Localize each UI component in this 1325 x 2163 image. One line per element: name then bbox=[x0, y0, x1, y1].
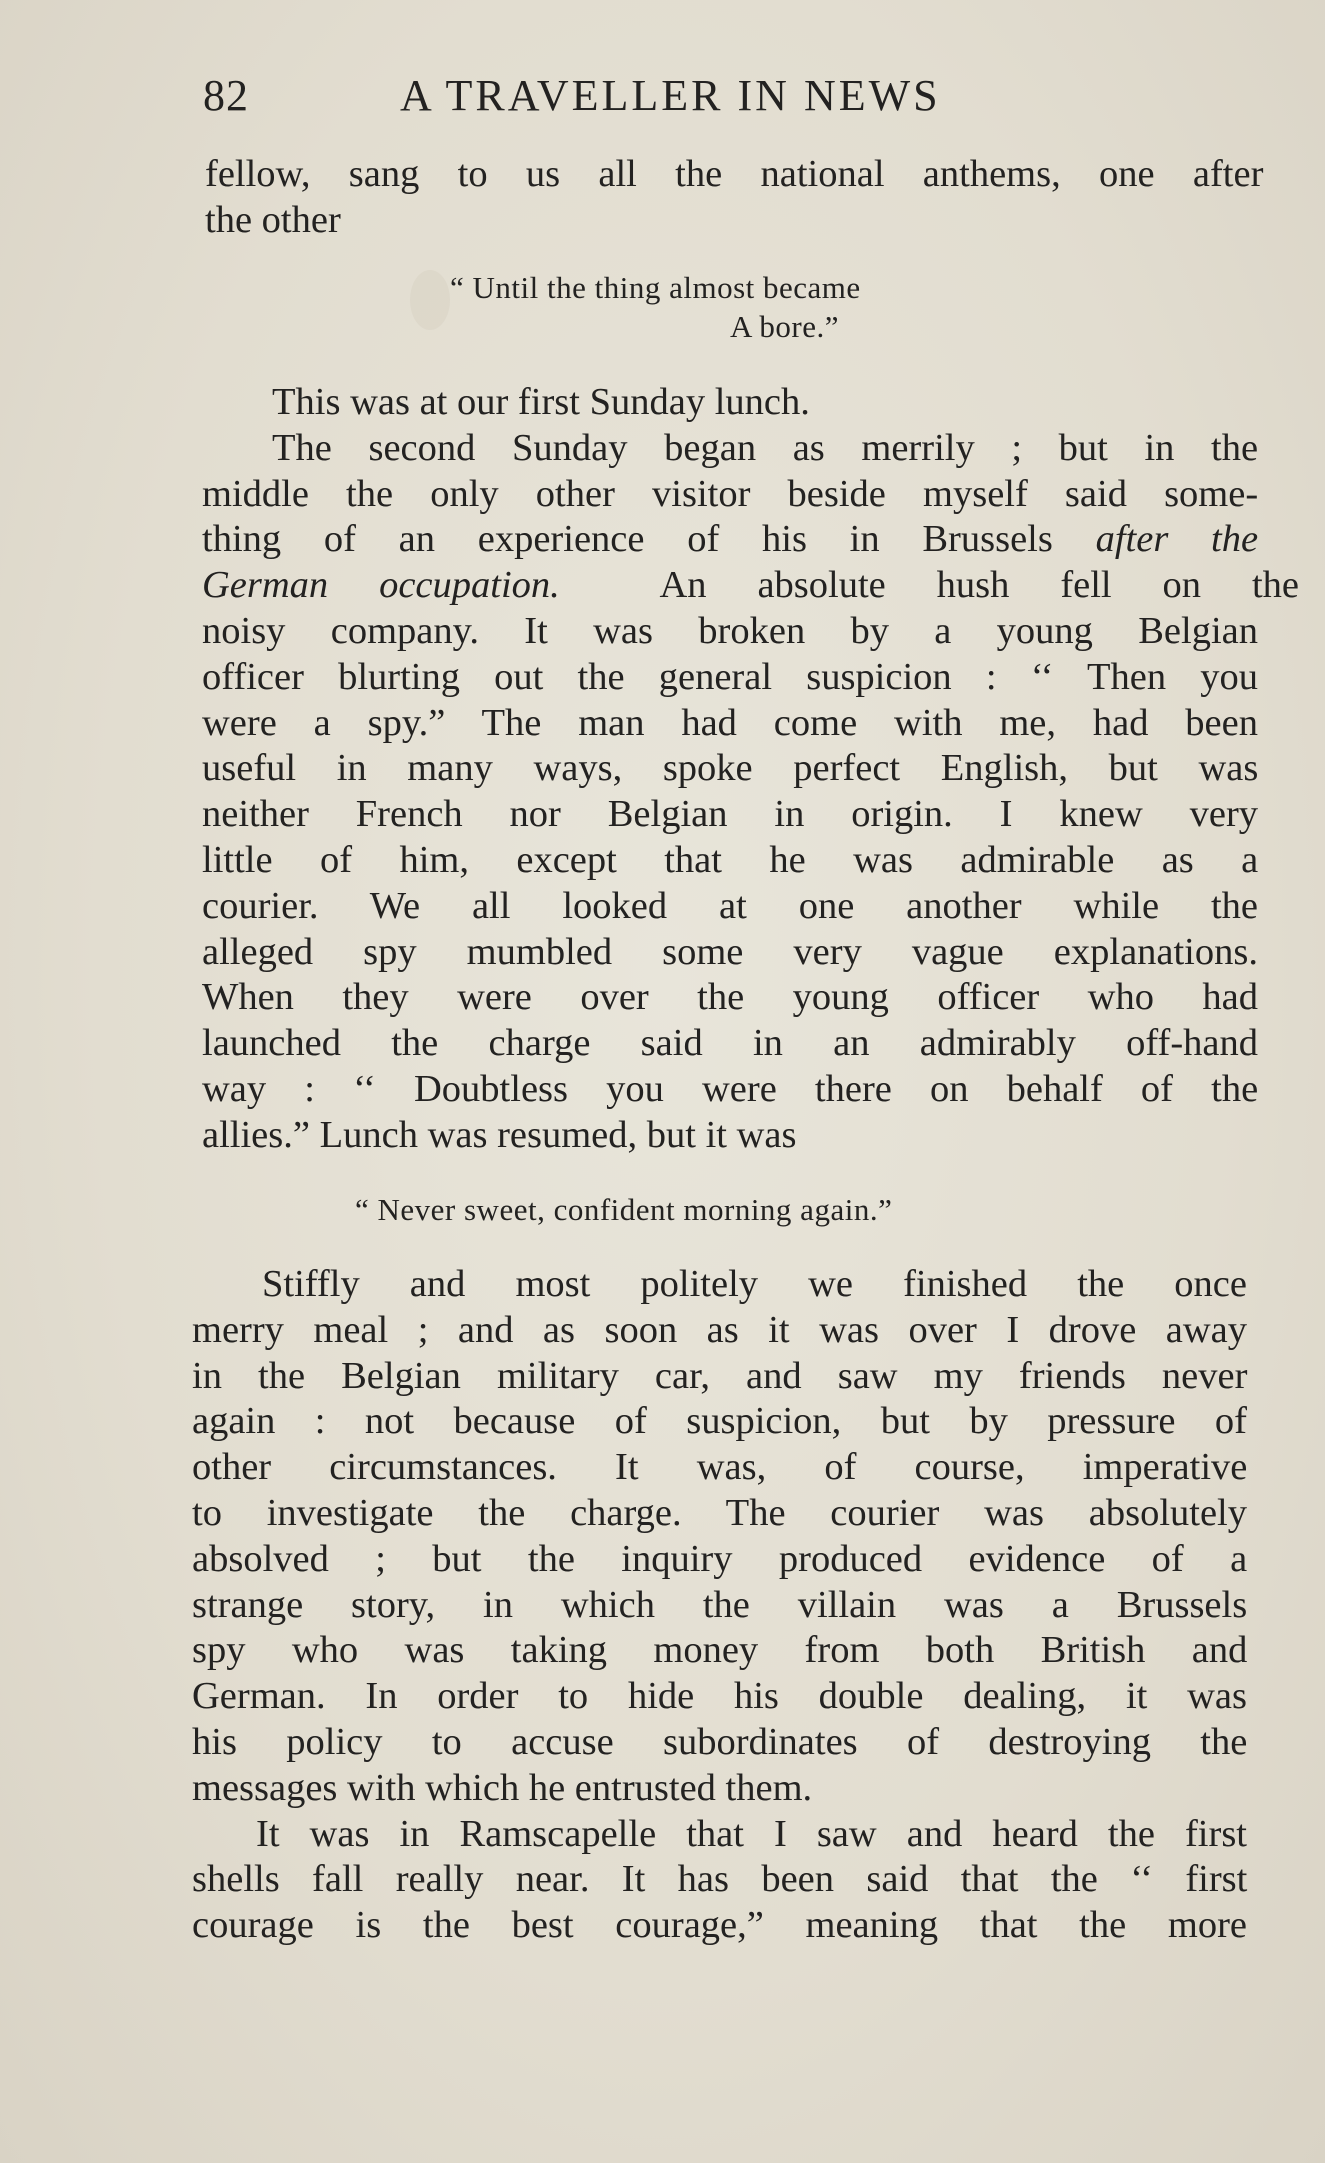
text-line: officer blurting out the general suspicion : ‘‘ Then you bbox=[202, 655, 1259, 698]
text-line: absolved ; but the inquiry produced evidence of a bbox=[192, 1537, 1248, 1580]
text-fragment: thing of an experience of his in Brussels bbox=[202, 518, 1053, 561]
text-line: were a spy.” The man had come with me, had been bbox=[202, 701, 1258, 744]
text-line bbox=[202, 563, 1299, 609]
text-fragment: An absolute hush fell on the bbox=[659, 564, 1299, 607]
text-line: When they were over the young officer who had bbox=[202, 976, 1258, 1019]
verse-line: “ Until the thing almost became bbox=[450, 270, 861, 305]
text-line: noisy company. It was broken by a young Belgian bbox=[202, 609, 1258, 652]
text-line: allies.” Lunch was resumed, but it was bbox=[202, 1113, 797, 1156]
verse-line: “ Never sweet, confident morning again.” bbox=[355, 1192, 893, 1227]
text-line: again : not because of suspicion, but by pressure of bbox=[192, 1400, 1247, 1443]
text-line: merry meal ; and as soon as it was over I drove away bbox=[192, 1308, 1247, 1351]
text-line: courier. We all looked at one another while the bbox=[202, 884, 1258, 927]
text-line: middle the only other visitor beside myself said some- bbox=[202, 472, 1259, 515]
text-line: alleged spy mumbled some very vague explanations. bbox=[202, 930, 1258, 973]
text-line: spy who was taking money from both British and bbox=[192, 1629, 1248, 1672]
text-line: messages with which he entrusted them. bbox=[192, 1766, 813, 1809]
text-line: This was at our first Sunday lunch. bbox=[272, 381, 810, 423]
text-line: the other bbox=[205, 198, 341, 241]
italic-fragment: German occupation. bbox=[202, 564, 560, 607]
text-line: neither French nor Belgian in origin. I knew very bbox=[202, 793, 1259, 836]
text-line: useful in many ways, spoke perfect English, but was bbox=[202, 747, 1259, 790]
text-line: other circumstances. It was, of course, imperative bbox=[192, 1446, 1248, 1489]
verse-line: A bore.” bbox=[730, 309, 840, 344]
text-line: fellow, sang to us all the national anthems, one after bbox=[205, 153, 1264, 195]
text-line: Stiffly and most politely we finished the once bbox=[262, 1263, 1247, 1305]
opening-lines bbox=[205, 152, 1263, 244]
text-line: in the Belgian military car, and saw my friends never bbox=[192, 1354, 1248, 1397]
running-title: A TRAVELLER IN NEWS bbox=[400, 71, 941, 120]
text-line: It was in Ramscapelle that I saw and heard the first bbox=[256, 1812, 1247, 1855]
text-line: The second Sunday began as merrily ; but in the bbox=[272, 426, 1259, 469]
text-line: strange story, in which the villain was a Brussels bbox=[192, 1583, 1248, 1626]
paragraph-aftermath bbox=[192, 1262, 1247, 1949]
paragraph-sunday bbox=[202, 380, 1299, 1159]
text-line: little of him, except that he was admirable as a bbox=[202, 838, 1259, 881]
page-header bbox=[203, 70, 1083, 120]
text-line: to investigate the charge. The courier was absolutely bbox=[192, 1491, 1247, 1534]
text-line: German. In order to hide his double dealing, it was bbox=[192, 1675, 1247, 1718]
text-line bbox=[202, 517, 1258, 563]
text-line: shells fall really near. It has been said that the ‘‘ first bbox=[192, 1858, 1248, 1901]
text-line: courage is the best courage,” meaning that the more bbox=[192, 1904, 1247, 1947]
italic-fragment: after the bbox=[1095, 518, 1259, 561]
verse-quote bbox=[450, 268, 861, 346]
verse-quote bbox=[355, 1190, 892, 1229]
text-line: way : ‘‘ Doubtless you were there on behalf of the bbox=[202, 1067, 1259, 1110]
paper-stain bbox=[410, 270, 450, 330]
text-line: his policy to accuse subordinates of destroying the bbox=[192, 1720, 1248, 1763]
page-number: 82 bbox=[203, 71, 249, 120]
text-line: launched the charge said in an admirably off-hand bbox=[202, 1022, 1258, 1065]
